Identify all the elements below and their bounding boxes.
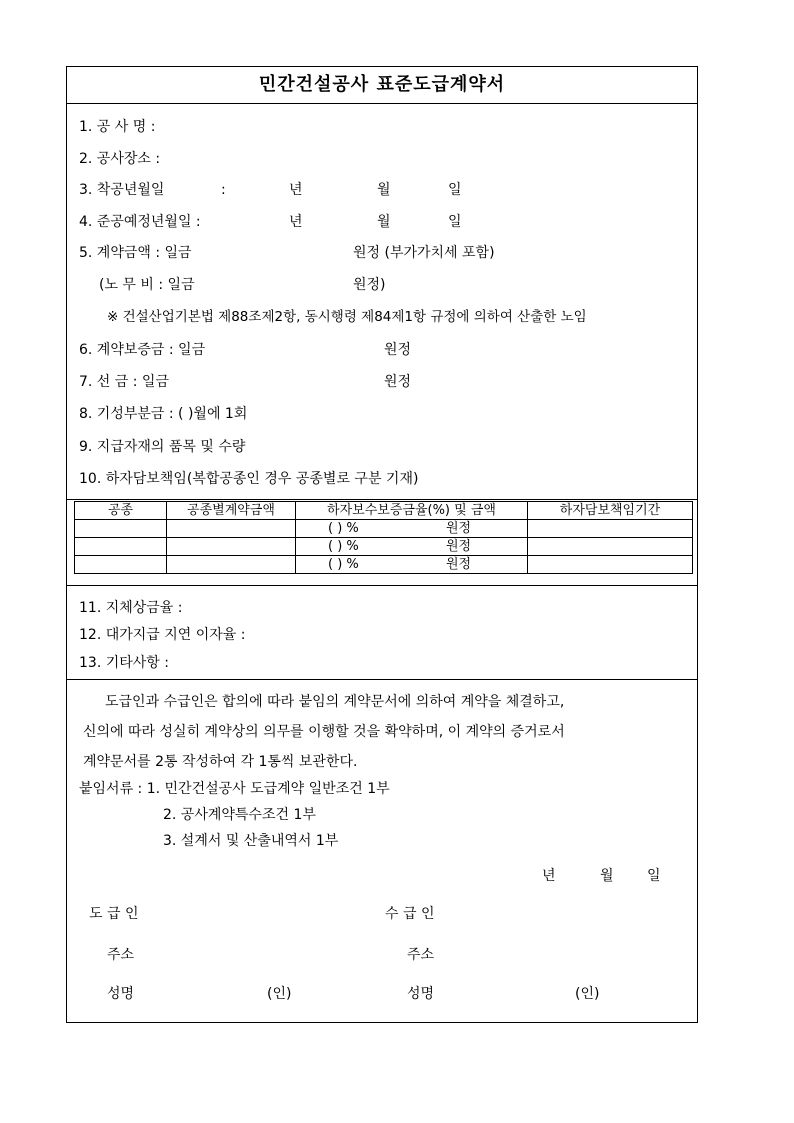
item-contract-amount-label: 5. 계약금액 : 일금 <box>79 245 192 261</box>
cell-period[interactable] <box>528 520 693 538</box>
start-date-year: 년 <box>289 182 303 198</box>
table-header-row <box>75 502 693 520</box>
start-date-month: 월 <box>377 182 391 198</box>
cell-amount[interactable] <box>167 556 296 574</box>
cell-work-type[interactable] <box>75 556 167 574</box>
contractor-name-label: 성명 <box>107 986 135 1002</box>
header-warranty-rate: 하자보수보증금율(%) 및 금액 <box>296 502 528 520</box>
attachments-label: 붙임서류 : 1. 민간건설공사 도급계약 일반조건 1부 <box>79 781 390 797</box>
item-project-site: 2. 공사장소 : <box>79 151 161 167</box>
contractor-seal: (인) <box>267 986 292 1002</box>
item-completion-date-label: 4. 준공예정년월일 : <box>79 214 201 230</box>
subcontractor-address-label: 주소 <box>407 947 435 963</box>
completion-date-year: 년 <box>289 214 303 230</box>
divider <box>67 499 697 500</box>
rate-won: 원정 <box>446 556 472 572</box>
agreement-line-1: 도급인과 수급인은 합의에 따라 붙임의 계약문서에 의하여 계약을 체결하고, <box>105 694 565 710</box>
document-title: 민간건설공사 표준도급계약서 <box>258 74 506 95</box>
item-start-date-colon: : <box>221 182 226 198</box>
agreement-paragraph <box>83 687 683 777</box>
agreement-line-3: 계약문서를 2통 작성하여 각 1통씩 보관한다. <box>83 754 358 770</box>
contractor-label: 도 급 인 <box>89 906 139 922</box>
rate-percent: ( ) % <box>328 520 359 536</box>
agreement-line-2: 신의에 따라 성실히 계약상의 의무를 이행할 것을 확약하며, 이 계약의 증거로서 <box>83 724 565 740</box>
item-start-date-label: 3. 착공년월일 <box>79 182 165 198</box>
contract-form <box>66 66 698 1023</box>
item-contract-bond-label: 6. 계약보증금 : 일금 <box>79 342 206 358</box>
item-other-notes: 13. 기타사항 : <box>79 655 169 671</box>
completion-date-month: 월 <box>377 214 391 230</box>
completion-date-day: 일 <box>448 214 462 230</box>
item-project-name: 1. 공 사 명 : <box>79 119 156 135</box>
table-row <box>75 556 693 574</box>
rate-won: 원정 <box>446 538 472 554</box>
start-date-day: 일 <box>448 182 462 198</box>
item-defect-liability: 10. 하자담보책임(복합공종인 경우 공종별로 구분 기재) <box>79 471 419 487</box>
sign-day: 일 <box>647 868 661 884</box>
item-progress-payment: 8. 기성부분금 : ( )월에 1회 <box>79 406 248 422</box>
table-row <box>75 538 693 556</box>
sign-month: 월 <box>600 868 614 884</box>
cell-rate[interactable] <box>296 556 528 574</box>
attachment-3: 3. 설계서 및 산출내역서 1부 <box>163 833 339 849</box>
divider <box>67 679 697 680</box>
rate-percent: ( ) % <box>328 556 359 572</box>
rate-percent: ( ) % <box>328 538 359 554</box>
contract-bond-won: 원정 <box>384 342 412 358</box>
header-work-type: 공종 <box>75 502 167 520</box>
item-delay-penalty: 11. 지체상금율 : <box>79 600 183 616</box>
cell-work-type[interactable] <box>75 538 167 556</box>
labor-note: ※ 건설산업기본법 제88조제2항, 동시행령 제84제1항 규정에 의하여 산출한 노임 <box>107 309 587 325</box>
cell-rate[interactable] <box>296 520 528 538</box>
table-row <box>75 520 693 538</box>
cell-rate[interactable] <box>296 538 528 556</box>
labor-cost-won: 원정) <box>353 277 386 293</box>
advance-payment-won: 원정 <box>384 374 412 390</box>
sign-year: 년 <box>542 868 556 884</box>
subcontractor-seal: (인) <box>575 986 600 1002</box>
cell-period[interactable] <box>528 538 693 556</box>
cell-work-type[interactable] <box>75 520 167 538</box>
header-amount-by-type: 공종별계약금액 <box>167 502 296 520</box>
labor-cost-label: (노 무 비 : 일금 <box>99 277 195 293</box>
rate-won: 원정 <box>446 520 472 536</box>
item-advance-payment-label: 7. 선 금 : 일금 <box>79 374 169 390</box>
attachment-2: 2. 공사계약특수조건 1부 <box>163 807 316 823</box>
item-supplied-materials: 9. 지급자재의 품목 및 수량 <box>79 439 246 455</box>
divider <box>67 103 697 104</box>
divider <box>67 585 697 586</box>
contract-amount-won: 원정 (부가가치세 포함) <box>353 245 495 261</box>
item-late-interest: 12. 대가지급 지연 이자율 : <box>79 627 246 643</box>
header-liability-period: 하자담보책임기간 <box>528 502 693 520</box>
subcontractor-name-label: 성명 <box>407 986 435 1002</box>
warranty-table <box>74 501 693 574</box>
cell-period[interactable] <box>528 556 693 574</box>
subcontractor-label: 수 급 인 <box>385 906 435 922</box>
cell-amount[interactable] <box>167 520 296 538</box>
contractor-address-label: 주소 <box>107 947 135 963</box>
cell-amount[interactable] <box>167 538 296 556</box>
